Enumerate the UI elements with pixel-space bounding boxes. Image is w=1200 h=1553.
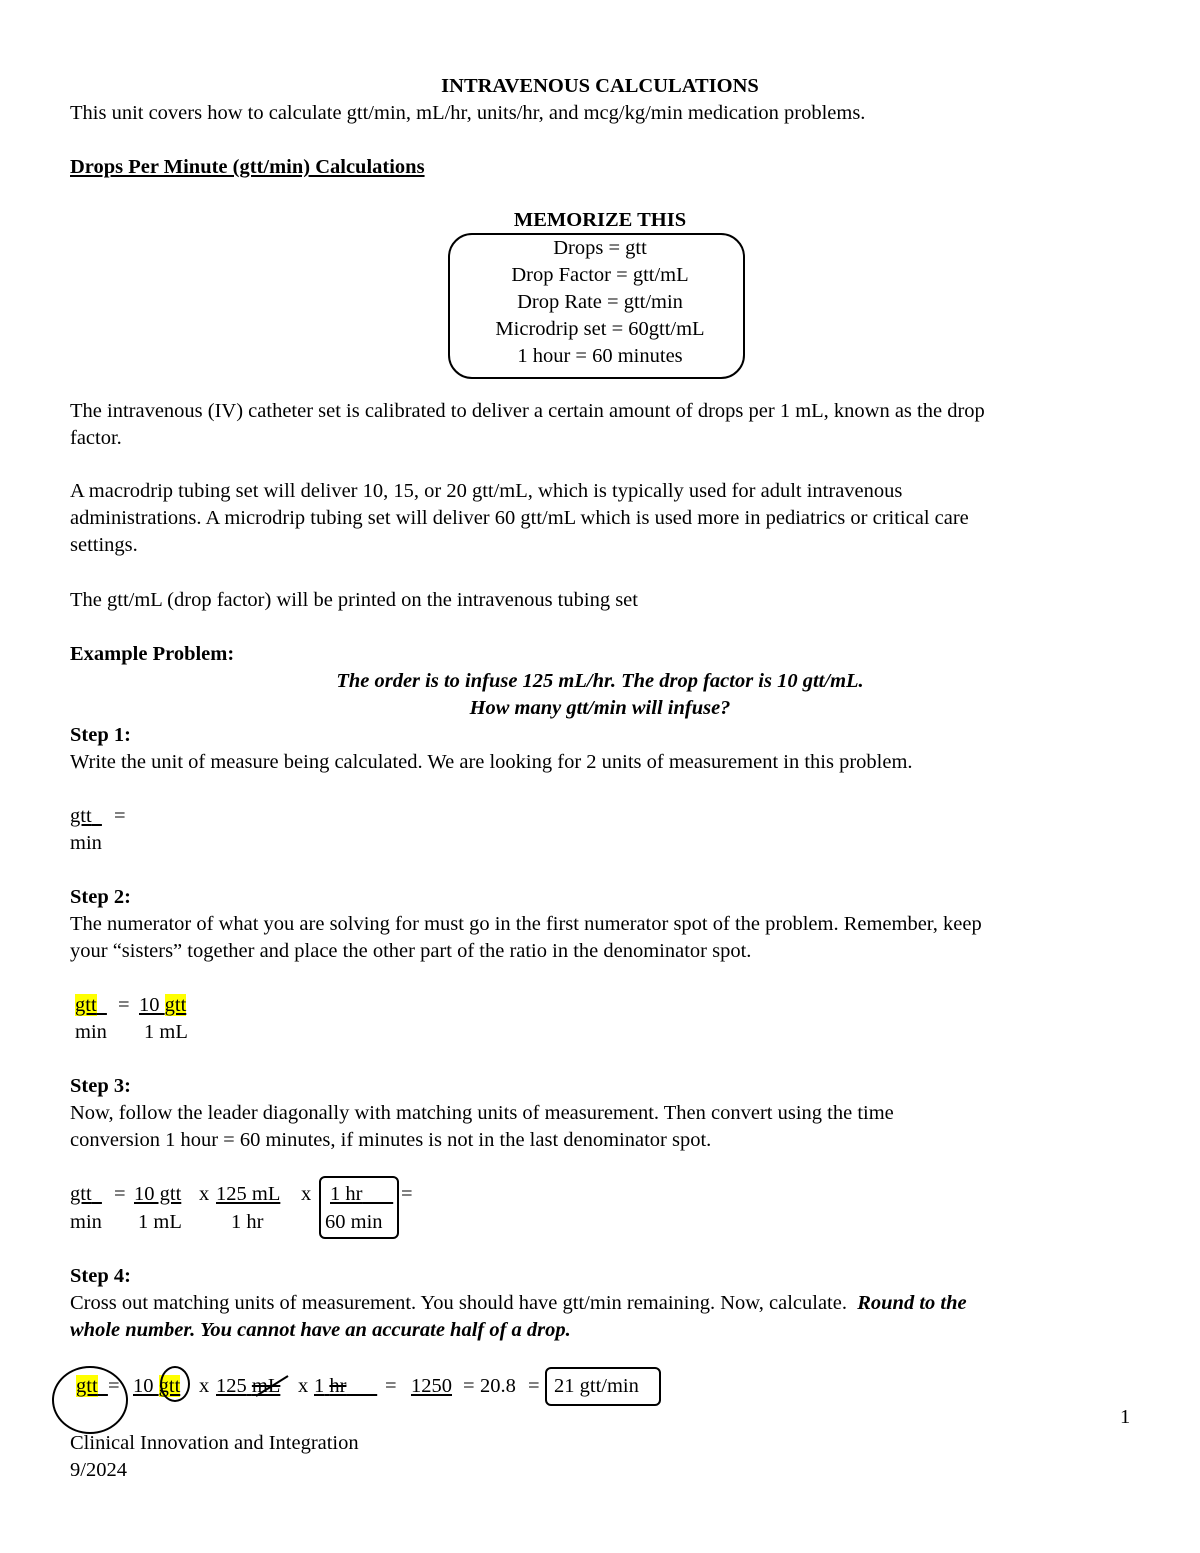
paragraph-line: The intravenous (IV) catheter set is calibrated to deliver a certain amount of drops per 1 mL, known as the drop [70,400,985,422]
paragraph-line: The gtt/mL (drop factor) will be printed on the intravenous tubing set [70,589,638,611]
memorize-line: Drop Rate = gtt/min [517,291,683,313]
final-answer: 21 gtt/min [554,1375,639,1397]
paragraph-line: settings. [70,534,138,556]
fraction-numerator: 1 hr [314,1375,347,1397]
result-fraction: 1250 [411,1375,452,1397]
fraction-denominator: min [75,1021,107,1043]
annotation-circle [160,1366,190,1402]
annotation-circle [52,1366,128,1434]
fraction-numerator: gtt [76,1375,98,1397]
memorize-line: Drops = gtt [553,237,647,259]
step-text: your “sisters” together and place the other part of the ratio in the denominator spot. [70,940,752,962]
step-text: whole number. You cannot have an accurate half of a drop. [70,1319,571,1341]
step-label: Step 1: [70,724,131,746]
multiply-sign: x [199,1183,210,1205]
fraction-numerator: 1 hr [330,1183,363,1205]
equals-sign: = [528,1375,540,1397]
step-text: Now, follow the leader diagonally with matching units of measurement. Then convert using the time [70,1102,894,1124]
step-label: Step 3: [70,1075,131,1097]
intro-text: This unit covers how to calculate gtt/min, mL/hr, units/hr, and mcg/kg/min medication problems. [70,102,866,124]
page-number: 1 [1120,1406,1131,1428]
multiply-sign: x [199,1375,210,1397]
fraction-numerator: gtt [70,1183,92,1205]
fraction-numerator: 125 mL [216,1183,281,1205]
step-text: Write the unit of measure being calculated. We are looking for 2 units of measurement in this problem. [70,751,913,773]
example-label: Example Problem: [70,643,235,665]
step-text: Cross out matching units of measurement. You should have gtt/min remaining. Now, calculate. Round to the [70,1292,967,1314]
fraction-numerator: gtt [70,805,92,827]
step-label: Step 2: [70,886,131,908]
equals-sign: = [118,994,130,1016]
fraction-denominator: min [70,1211,102,1233]
fraction-denominator: 60 min [325,1211,383,1233]
fraction-denominator: 1 mL [138,1211,182,1233]
multiply-sign: x [301,1183,312,1205]
fraction-denominator: 1 mL [144,1021,188,1043]
example-line: How many gtt/min will infuse? [469,697,731,719]
fraction-numerator: 10 gtt [133,1375,181,1397]
fraction-numerator: 10 gtt [139,994,187,1016]
section-heading: Drops Per Minute (gtt/min) Calculations [70,156,425,178]
equals-sign: = [114,805,126,827]
fraction-denominator: min [70,832,102,854]
memorize-line: Microdrip set = 60gtt/mL [495,318,705,340]
paragraph-line: administrations. A microdrip tubing set will deliver 60 gtt/mL which is used more in pediatrics or critical care [70,507,969,529]
step-text: The numerator of what you are solving for must go in the first numerator spot of the problem. Remember, keep [70,913,982,935]
decimal-result: 20.8 [480,1375,516,1397]
fraction-numerator: 125 mL [216,1375,281,1397]
equals-sign: = [385,1375,397,1397]
strike-mark [250,1372,295,1400]
memorize-line: Drop Factor = gtt/mL [511,264,689,286]
equals-sign: = [463,1375,475,1397]
fraction-numerator: gtt [75,994,97,1016]
step-text: conversion 1 hour = 60 minutes, if minutes is not in the last denominator spot. [70,1129,712,1151]
memorize-line: 1 hour = 60 minutes [517,345,683,367]
page-title: INTRAVENOUS CALCULATIONS [441,75,759,97]
equals-sign: = [108,1375,120,1397]
footer-date: 9/2024 [70,1459,127,1481]
paragraph-line: factor. [70,427,122,449]
example-line: The order is to infuse 125 mL/hr. The drop factor is 10 gtt/mL. [336,670,864,692]
fraction-denominator: 1 hr [231,1211,264,1233]
memorize-heading: MEMORIZE THIS [513,209,687,231]
paragraph-line: A macrodrip tubing set will deliver 10, 15, or 20 gtt/mL, which is typically used for adult intravenous [70,480,903,502]
fraction-numerator: 10 gtt [134,1183,182,1205]
multiply-sign: x [298,1375,309,1397]
equals-sign: = [114,1183,126,1205]
step-label: Step 4: [70,1265,131,1287]
footer-org: Clinical Innovation and Integration [70,1432,359,1454]
equals-sign: = [401,1183,413,1205]
